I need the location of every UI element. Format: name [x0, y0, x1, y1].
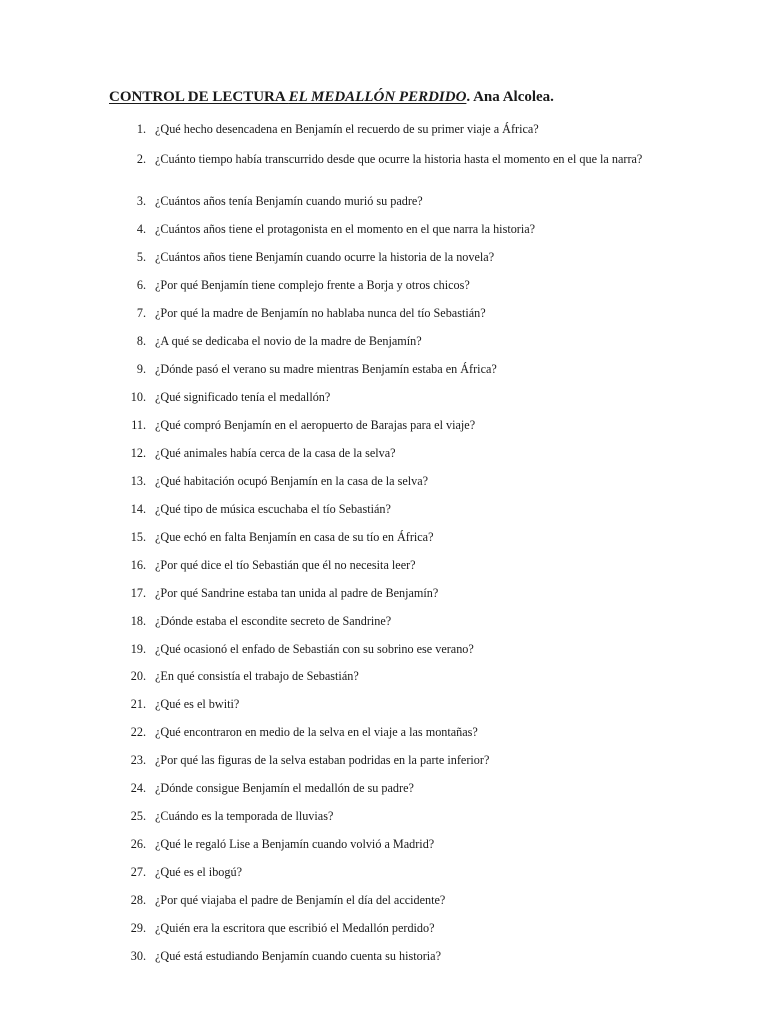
- question-text: ¿Qué animales había cerca de la casa de la selva?: [155, 446, 396, 460]
- question-text: ¿Por qué la madre de Benjamín no hablaba nunca del tío Sebastián?: [155, 306, 486, 320]
- question-number: 21.: [130, 697, 146, 711]
- question-item: [0, 194, 768, 209]
- question-item: [0, 781, 768, 796]
- question-item: [0, 278, 768, 293]
- question-text: ¿Qué encontraron en medio de la selva en el viaje a las montañas?: [155, 725, 478, 739]
- question-item: [0, 390, 768, 405]
- title-underlined: [109, 89, 466, 105]
- question-number: 27.: [130, 865, 146, 879]
- question-item: [0, 558, 768, 573]
- question-text: ¿Cuántos años tenía Benjamín cuando murió su padre?: [155, 194, 423, 208]
- question-number: 2.: [136, 152, 146, 166]
- question-item: [0, 222, 768, 237]
- question-number: 10.: [130, 390, 146, 404]
- question-text: ¿Por qué Sandrine estaba tan unida al padre de Benjamín?: [155, 586, 439, 600]
- question-text: ¿Qué habitación ocupó Benjamín en la casa de la selva?: [155, 474, 429, 488]
- question-text: ¿A qué se dedicaba el novio de la madre de Benjamín?: [155, 334, 422, 348]
- question-text: ¿Por qué dice el tío Sebastián que él no necesita leer?: [155, 558, 416, 572]
- question-item: [0, 334, 768, 349]
- question-number: 23.: [130, 753, 146, 767]
- question-item: [0, 865, 768, 880]
- question-text: ¿Cuánto tiempo había transcurrido desde que ocurre la historia hasta el momento en el que la narra?: [155, 152, 643, 166]
- question-text: ¿Qué significado tenía el medallón?: [155, 390, 331, 404]
- question-number: 19.: [130, 642, 146, 656]
- question-number: 1.: [136, 122, 146, 136]
- question-text: ¿Por qué Benjamín tiene complejo frente a Borja y otros chicos?: [155, 278, 470, 292]
- question-text: ¿Cuándo es la temporada de lluvias?: [155, 809, 334, 823]
- question-number: 28.: [130, 893, 146, 907]
- question-item: [0, 893, 768, 908]
- question-text: ¿Quién era la escritora que escribió el Medallón perdido?: [155, 921, 435, 935]
- question-text: ¿Qué hecho desencadena en Benjamín el recuerdo de su primer viaje a África?: [155, 122, 539, 136]
- question-text: ¿Dónde consigue Benjamín el medallón de su padre?: [155, 781, 414, 795]
- question-item: [0, 362, 768, 377]
- question-text: ¿Qué es el bwiti?: [155, 697, 240, 711]
- question-text: ¿Qué le regaló Lise a Benjamín cuando volvió a Madrid?: [155, 837, 435, 851]
- question-number: 12.: [130, 446, 146, 460]
- question-number: 17.: [130, 586, 146, 600]
- question-number: 6.: [136, 278, 146, 292]
- question-text: ¿Qué ocasionó el enfado de Sebastián con su sobrino ese verano?: [155, 642, 474, 656]
- question-number: 11.: [131, 418, 146, 432]
- question-item: [0, 642, 768, 657]
- question-number: 25.: [130, 809, 146, 823]
- question-text: ¿Qué es el ibogú?: [155, 865, 242, 879]
- question-item: [0, 250, 768, 265]
- question-item: [0, 586, 768, 601]
- question-item: [0, 502, 768, 517]
- question-number: 4.: [136, 222, 146, 236]
- question-text: ¿Cuántos años tiene el protagonista en el momento en el que narra la historia?: [155, 222, 536, 236]
- question-item: [0, 949, 768, 964]
- question-text: ¿Dónde pasó el verano su madre mientras Benjamín estaba en África?: [155, 362, 497, 376]
- question-number: 8.: [136, 334, 146, 348]
- question-item: [0, 474, 768, 489]
- question-text: ¿Que echó en falta Benjamín en casa de su tío en África?: [155, 530, 434, 544]
- question-text: ¿Dónde estaba el escondite secreto de Sandrine?: [155, 614, 392, 628]
- question-text: ¿Qué compró Benjamín en el aeropuerto de Barajas para el viaje?: [155, 418, 476, 432]
- question-item: [0, 418, 768, 433]
- question-number: 30.: [130, 949, 146, 963]
- question-item: [0, 152, 768, 167]
- question-item: [0, 669, 768, 684]
- question-item: [0, 614, 768, 629]
- question-number: 24.: [130, 781, 146, 795]
- title-author: . Ana Alcolea.: [466, 89, 554, 105]
- question-item: [0, 306, 768, 321]
- question-item: [0, 530, 768, 545]
- question-item: [0, 725, 768, 740]
- question-number: 13.: [130, 474, 146, 488]
- question-item: [0, 837, 768, 852]
- document-title: [109, 89, 554, 106]
- question-text: ¿Qué tipo de música escuchaba el tío Sebastián?: [155, 502, 391, 516]
- question-text: ¿Qué está estudiando Benjamín cuando cuenta su historia?: [155, 949, 441, 963]
- question-number: 7.: [136, 306, 146, 320]
- question-number: 3.: [136, 194, 146, 208]
- question-number: 9.: [136, 362, 146, 376]
- question-number: 20.: [130, 669, 146, 683]
- title-prefix: CONTROL DE LECTURA: [109, 89, 289, 105]
- question-item: [0, 921, 768, 936]
- question-item: [0, 697, 768, 712]
- title-work: EL MEDALLÓN PERDIDO: [288, 89, 467, 105]
- question-text: ¿Cuántos años tiene Benjamín cuando ocurre la historia de la novela?: [155, 250, 495, 264]
- question-text: ¿En qué consistía el trabajo de Sebastián?: [155, 669, 359, 683]
- question-number: 29.: [130, 921, 146, 935]
- question-number: 5.: [136, 250, 146, 264]
- question-number: 26.: [130, 837, 146, 851]
- question-number: 18.: [130, 614, 146, 628]
- question-item: [0, 809, 768, 824]
- question-text: ¿Por qué viajaba el padre de Benjamín el día del accidente?: [155, 893, 446, 907]
- question-number: 15.: [130, 530, 146, 544]
- question-text: ¿Por qué las figuras de la selva estaban podridas en la parte inferior?: [155, 753, 490, 767]
- question-number: 22.: [130, 725, 146, 739]
- question-number: 16.: [130, 558, 146, 572]
- question-item: [0, 446, 768, 461]
- question-item: [0, 753, 768, 768]
- question-item: [0, 122, 768, 137]
- question-number: 14.: [130, 502, 146, 516]
